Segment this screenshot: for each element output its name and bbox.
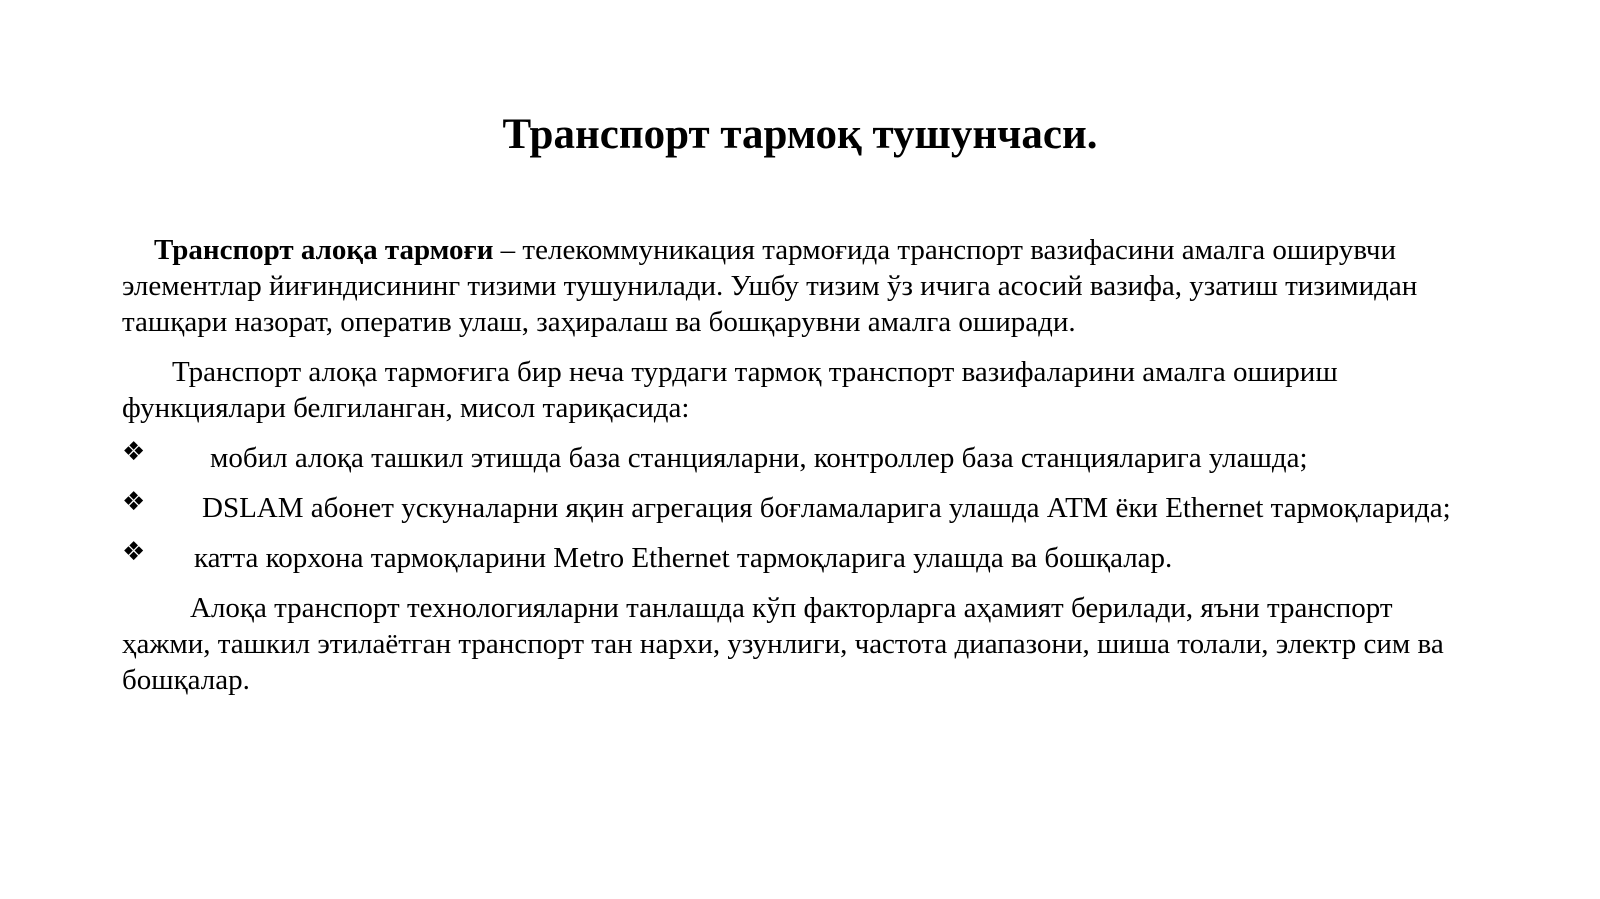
slide-title: Транспорт тармоқ тушунчаси. bbox=[502, 111, 1098, 158]
list-item-text: катта корхона тармоқларини Metro Ethernet тармоқларига улашда ва бошқалар. bbox=[194, 542, 1173, 574]
list-item bbox=[122, 537, 1482, 576]
slide-body bbox=[122, 232, 1482, 698]
definition-term: Транспорт алоқа тармоғи bbox=[154, 234, 494, 266]
list-item-text: DSLAM абонет ускуналарни яқин агрегация боғламаларига улашда АТМ ёки Ethernet тармоқларида; bbox=[202, 492, 1451, 524]
paragraph-definition bbox=[122, 232, 1482, 340]
bullet-list bbox=[122, 437, 1482, 576]
list-item bbox=[122, 437, 1482, 476]
list-item bbox=[122, 487, 1482, 526]
diamond-bullet-icon: ❖ bbox=[122, 487, 146, 517]
definition-text: – телекоммуникация тармоғида транспорт вазифасини амалга оширувчи элементлар йиғиндисининг тизими тушунилади. Ушбу тизим ўз ичига асосий вазифа, узатиш тизимидан ташқари назорат, оператив улаш, заҳиралаш ва бошқарувни амалга оширади. bbox=[122, 234, 1418, 338]
paragraph-conclusion: Алоқа транспорт технологияларни танлашда кўп факторларга аҳамият берилади, яъни транспорт ҳажми, ташкил этилаётган транспорт тан нархи, узунлиги, частота диапазони, шиша толали, электр сим ва бошқалар. bbox=[122, 592, 1444, 696]
list-item-text: мобил алоқа ташкил этишда база станцияларни, контроллер база станцияларига улашда; bbox=[210, 442, 1308, 474]
paragraph-functions-intro: Транспорт алоқа тармоғига бир неча турдаги тармоқ транспорт вазифаларини амалга ошириш функциялари белгиланган, мисол тариқасида: bbox=[122, 356, 1338, 424]
diamond-bullet-icon: ❖ bbox=[122, 537, 146, 567]
diamond-bullet-icon: ❖ bbox=[122, 437, 146, 467]
